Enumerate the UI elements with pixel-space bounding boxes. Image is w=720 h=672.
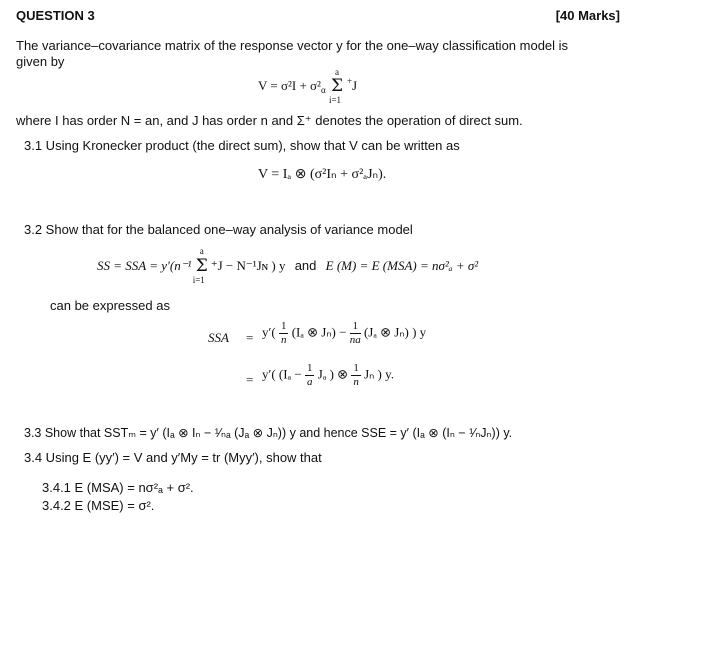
question-3-4-1: 3.4.1 E (MSA) = nσ²ₐ + σ². xyxy=(42,480,194,495)
ssa-row2-b: Jₐ ) ⊗ xyxy=(317,366,349,382)
sum-upper-3-2: a xyxy=(199,246,204,256)
question-3-2: 3.2 Show that for the balanced one–way analysis of variance model xyxy=(24,222,413,237)
equation-v-sub: α xyxy=(320,85,326,95)
frac-den: na xyxy=(349,334,361,346)
sum-plus-v: + xyxy=(346,76,353,86)
frac-num: 1 xyxy=(350,321,361,334)
ssa-row1-c: (Jₐ ⊗ Jₙ) ) y xyxy=(363,324,427,340)
marks-label: [40 Marks] xyxy=(555,8,620,23)
question-3-4: 3.4 Using E (yy′) = V and y′My = tr (Myy′), show that xyxy=(24,450,322,465)
eq-3-2-and: and xyxy=(294,257,317,273)
eq-3-2-right: E (M) = E (MSA) = nσ²ₐ + σ² xyxy=(325,257,479,273)
frac-den: a xyxy=(306,376,313,388)
ssa-row-1 xyxy=(262,321,426,346)
ssa-row2-a: y′( (Iₐ − xyxy=(262,366,302,382)
ssa-row-2 xyxy=(262,363,394,388)
equation-3-1: V = Iₐ ⊗ (σ²Iₙ + σ²ₐJₙ). xyxy=(258,167,387,182)
sum-lower-v: i=1 xyxy=(328,95,342,106)
sum-symbol-v xyxy=(328,67,347,106)
ssa-row1-a: y′( xyxy=(262,324,276,340)
sum-lower-3-2: i=1 xyxy=(192,275,205,285)
intro-line-2: given by xyxy=(16,54,65,69)
frac-den: n xyxy=(353,376,359,388)
equation-v-tail: J xyxy=(352,78,358,93)
frac-den: n xyxy=(280,334,287,346)
sum-sign-v: Σ xyxy=(330,76,343,97)
ssa-row1-b: (Iₐ ⊗ Jₙ) − xyxy=(291,324,347,340)
ssa-label: SSA xyxy=(208,330,229,345)
eq-3-2-mid: ⁺J − N⁻¹Jɴ ) y xyxy=(210,257,286,273)
expressed-label: can be expressed as xyxy=(50,298,170,313)
equation-v xyxy=(258,67,358,106)
fraction-1-over-na xyxy=(350,321,361,346)
ssa-row2-c: Jₙ ) y. xyxy=(364,366,395,382)
eq-3-2-left: SS = SSA = y′(n⁻¹ xyxy=(97,257,192,273)
question-3-4-2: 3.4.2 E (MSE) = σ². xyxy=(42,498,155,513)
question-title: QUESTION 3 xyxy=(16,8,95,23)
frac-num: 1 xyxy=(306,362,313,374)
sum-sign-3-2: Σ xyxy=(195,256,208,276)
fraction-1-over-a xyxy=(305,363,315,388)
ssa-eq-sign-2: = xyxy=(246,372,254,387)
sum-upper-v: a xyxy=(334,67,339,78)
fraction-1-over-n-2 xyxy=(351,363,361,388)
fraction-1-over-n xyxy=(279,321,289,346)
intro-line-1: The variance–covariance matrix of the response vector y for the one–way classification model is xyxy=(16,38,569,53)
ssa-eq-sign-1: = xyxy=(246,330,254,345)
question-3-3: 3.3 Show that SSTₘ = y′ (Iₐ ⊗ Iₙ − ¹⁄ₙₐ (Jₐ ⊗ Jₙ)) y and hence SSE = y′ (Iₐ ⊗ (Iₙ − ¹⁄ₙJₙ)) y. xyxy=(24,426,513,440)
frac-num: 1 xyxy=(353,362,359,374)
question-3-1: 3.1 Using Kronecker product (the direct sum), show that V can be written as xyxy=(24,138,460,153)
equation-v-lhs: V = σ²I + σ² xyxy=(258,78,321,93)
frac-num: 1 xyxy=(280,320,287,332)
equation-3-2 xyxy=(97,246,479,285)
sum-symbol-3-2 xyxy=(192,246,211,285)
where-line: where I has order N = an, and J has order n and Σ⁺ denotes the operation of direct sum. xyxy=(16,113,523,128)
